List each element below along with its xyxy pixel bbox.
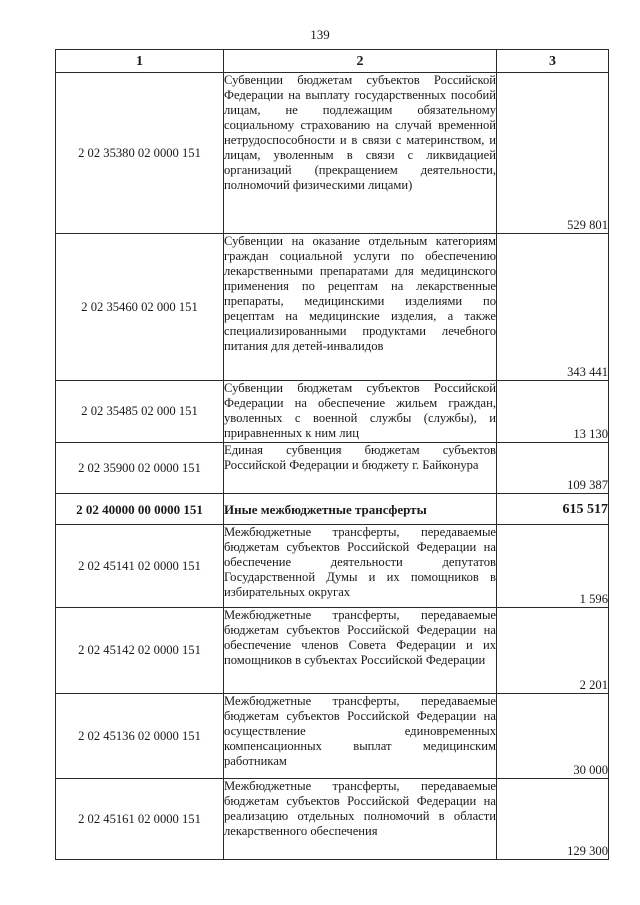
row-description: Субвенции бюджетам субъектов Российской Федерации на обеспечение жильем граждан, уволенных с военной службы (службы), и приравненных к ним лиц [224,381,497,443]
row-description: Единая субвенция бюджетам субъектов Российской Федерации и бюджету г. Байконура [224,443,497,494]
row-amount: 1 596 [497,525,609,608]
row-amount: 30 000 [497,694,609,779]
table-row [56,525,609,608]
table-row [56,779,609,860]
table-row [56,694,609,779]
table-row-total [56,494,609,525]
column-header-code: 1 [56,50,224,73]
row-description: Межбюджетные трансферты, передаваемые бюджетам субъектов Российской Федерации на обеспечение членов Совета Федерации и их помощников в субъектах Российской Федерации [224,608,497,694]
row-code: 2 02 45136 02 0000 151 [56,694,224,779]
page-number: 139 [310,27,330,42]
row-code: 2 02 35900 02 0000 151 [56,443,224,494]
row-amount: 529 801 [497,73,609,234]
row-code: 2 02 35485 02 000 151 [56,381,224,443]
table-row [56,234,609,381]
row-amount: 343 441 [497,234,609,381]
column-header-amount: 3 [497,50,609,73]
row-description: Иные межбюджетные трансферты [224,494,497,525]
row-description: Субвенции бюджетам субъектов Российской Федерации на выплату государственных пособий лицам, не подлежащим обязательному социальному страхованию на случай временной нетрудоспособности и в связи с материнством, и лицам, уволенным в связи с ликвидацией организаций (прекращением деятельности, полномочий физическими лицами) [224,73,497,234]
column-header-description: 2 [224,50,497,73]
budget-revenue-table [55,49,609,860]
row-amount: 109 387 [497,443,609,494]
row-code: 2 02 45141 02 0000 151 [56,525,224,608]
table-header-row [56,50,609,73]
row-amount: 2 201 [497,608,609,694]
row-code: 2 02 45161 02 0000 151 [56,779,224,860]
row-code: 2 02 35380 02 0000 151 [56,73,224,234]
row-code: 2 02 45142 02 0000 151 [56,608,224,694]
row-description: Субвенции на оказание отдельным категориям граждан социальной услуги по обеспечению лекарственными препаратами для медицинского применения по рецептам на лекарственные препараты, медицинскими изделиями по рецептам на медицинские изделия, а также специализированными продуктами лечебного питания для детей-инвалидов [224,234,497,381]
table-row [56,608,609,694]
row-amount: 13 130 [497,381,609,443]
row-description: Межбюджетные трансферты, передаваемые бюджетам субъектов Российской Федерации на осуществление единовременных компенсационных выплат медицинским работникам [224,694,497,779]
row-code: 2 02 35460 02 000 151 [56,234,224,381]
table-row [56,381,609,443]
row-description: Межбюджетные трансферты, передаваемые бюджетам субъектов Российской Федерации на реализацию отдельных полномочий в области лекарственного обеспечения [224,779,497,860]
row-description: Межбюджетные трансферты, передаваемые бюджетам субъектов Российской Федерации на обеспечение деятельности депутатов Государственной Думы и их помощников в избирательных округах [224,525,497,608]
row-amount: 615 517 [497,494,609,525]
row-code: 2 02 40000 00 0000 151 [56,494,224,525]
table-row [56,443,609,494]
row-amount: 129 300 [497,779,609,860]
table-row [56,73,609,234]
